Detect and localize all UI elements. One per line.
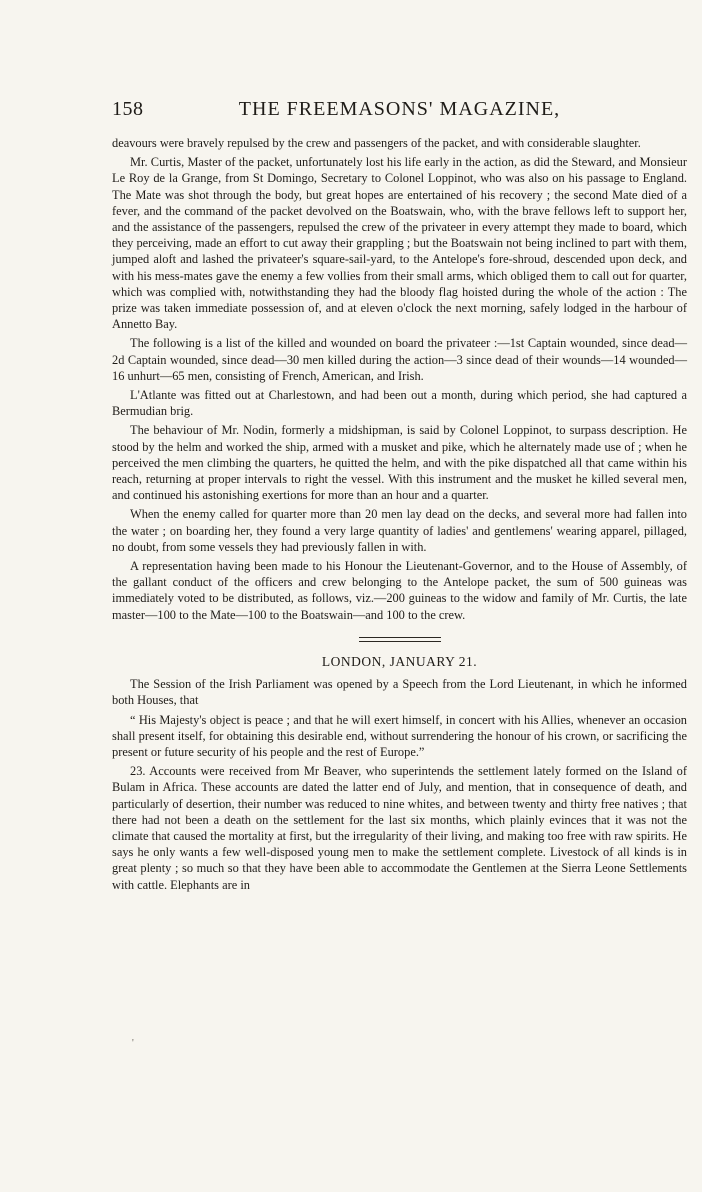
paragraph: A representation having been made to his Honour the Lieutenant-Governor, and to the House of Assembly, of the gallant conduct of the officers and crew belonging to the Antelope packet, the sum of 500 guineas was immediately voted to be distributed, as follows, viz.—200 guineas to the widow and family of Mr. Curtis, the late master—100 to the Mate—100 to the Boatswain—and 100 to the crew. xyxy=(112,559,687,622)
stray-mark: ' xyxy=(132,1038,134,1049)
quotation-paragraph: “ His Majesty's object is peace ; and that he will exert himself, in concert with his Allies, whenever an occasion shall present itself, for obtaining this desirable end, without surrendering the honour of his crown, or sacrificing the present or future security of his people and the rest of Europe.” xyxy=(112,712,687,759)
body-text xyxy=(112,135,687,896)
section-heading: LONDON, JANUARY 21. xyxy=(321,653,478,669)
paragraph: When the enemy called for quarter more than 20 men lay dead on the decks, and several more had fallen into the water ; on boarding her, they found a very large quantity of ladies' and gentlemens' wearing apparel, pillaged, no doubt, from some vessels they had previously fallen in with. xyxy=(112,507,687,554)
paragraph: The Session of the Irish Parliament was opened by a Speech from the Lord Lieutenant, in which he informed both Houses, that xyxy=(112,677,687,708)
paragraph: L'Atlante was fitted out at Charlestown, and had been out a month, during which period, she had captured a Bermudian brig. xyxy=(112,388,687,419)
paragraph: The following is a list of the killed and wounded on board the privateer :—1st Captain wounded, since dead—2d Captain wounded, since dead—30 men killed during the action—3 since dead of their wounds—14 wounded—16 unhurt—65 men, consisting of French, American, and Irish. xyxy=(112,336,687,383)
paragraph-continuation: deavours were bravely repulsed by the crew and passengers of the packet, and with considerable slaughter. xyxy=(112,136,641,150)
paragraph: 23. Accounts were received from Mr Beaver, who superintends the settlement lately formed on the Island of Bulam in Africa. These accounts are dated the latter end of July, and mention, that in consequence of death, and particularly of desertion, their number was reduced to nine whites, and between twenty and thirty free natives ; that there had not been a death on the settlement for the last six months, which plainly evinces that it was not the climate that caused the mortality at first, but the irregularity of their living, and making too free with raw spirits. He says he only wants a few well-disposed young men to make the settlement complete. Livestock of all kinds is in great plenty ; so much so that they have been able to accommodate the Gentlemen at the Sierra Leone Settlements with cattle. Elephants are in xyxy=(112,764,687,892)
section-divider xyxy=(359,637,441,638)
page-header xyxy=(112,98,687,124)
paragraph: The behaviour of Mr. Nodin, formerly a midshipman, is said by Colonel Loppinot, to surpass description. He stood by the helm and worked the ship, armed with a musket and pike, which he alternately made use of ; when he perceived the men climbing the quarters, he quitted the helm, and with the pike dispatched all that came within his reach, returning at proper intervals to right the vessel. With this instrument and the musket he killed several men, and continued his astonishing exertions for more than an hour and a quarter. xyxy=(112,423,687,503)
running-title: THE FREEMASONS' MAGAZINE, xyxy=(238,98,561,120)
page-number: 158 xyxy=(112,98,144,120)
paragraph: Mr. Curtis, Master of the packet, unfortunately lost his life early in the action, as did the Steward, and Monsieur Le Roy de la Grange, from St Domingo, Secretary to Colonel Loppinot, who was also on his passage to England. The Mate was shot through the body, but great hopes are entertained of his recovery ; the second Mate died of a fever, and the command of the packet devolved on the Boatswain, who, with the brave fellows left to support her, and the assistance of the passengers, repulsed the crew of the privateer in every attempt they made to board, which they perceiving, made an effort to cut away their grappling ; but the Boatswain not being inclined to part with them, jumped aloft and lashed the privateer's square-sail-yard, to the Antelope's fore-shroud, descended upon deck, and with his mess-mates gave the enemy a few vollies from their small arms, which obliged them to call out for quarter, which was complied with, notwithstanding they had the bloody flag hoisted during the whole of the action : The prize was taken immediate possession of, and at eleven o'clock the next morning, safely lodged in the harbour of Annetto Bay. xyxy=(112,155,687,332)
